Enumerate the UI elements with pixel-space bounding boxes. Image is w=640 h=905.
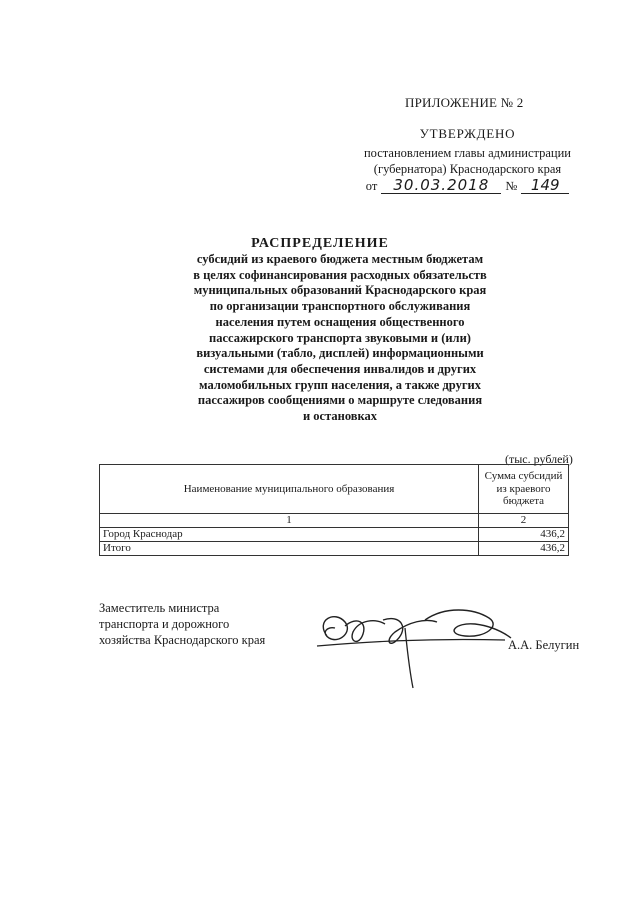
column-number: 1 [100, 514, 479, 528]
date-prefix: от [365, 179, 378, 193]
handwritten-date: 30.03.2018 [381, 178, 501, 194]
signer-position-line: хозяйства Краснодарского края [99, 633, 266, 647]
total-amount: 436,2 [479, 542, 569, 556]
subtitle-line: пассажирского транспорта звуковыми и (или) [209, 330, 471, 345]
subsidy-table [99, 464, 569, 556]
number-prefix: № [505, 179, 518, 193]
header-sum-line: из краевого [496, 482, 551, 495]
total-label: Итого [100, 542, 479, 556]
subtitle-line: субсидий из краевого бюджета местным бюджетам [196, 252, 484, 266]
units-label: (тыс. рублей) [505, 452, 573, 466]
subtitle-line: по организации транспортного обслуживания [209, 299, 471, 314]
subtitle-line: системами для обеспечения инвалидов и других [203, 361, 477, 376]
header-sum-line: бюджета [503, 495, 545, 508]
date-line [340, 178, 595, 194]
subtitle-line: маломобильных групп населения, а также других [199, 377, 481, 392]
signer-position-line: Заместитель министра [99, 601, 220, 615]
signer-position-line: транспорта и дорожного [99, 617, 230, 631]
approval-block [340, 126, 595, 194]
document-title: РАСПРЕДЕЛЕНИЕ [251, 236, 389, 251]
table-header-row [100, 465, 569, 514]
header-sum-line: Сумма субсидий [484, 470, 563, 483]
subtitle-line: визуальными (табло, дисплей) информационными [196, 346, 484, 361]
municipality-name: Город Краснодар [100, 528, 479, 542]
subtitle-line: и остановках [302, 409, 378, 424]
signer-name: А.А. Белугин [508, 638, 580, 652]
table-row-total [100, 542, 569, 556]
table-row [100, 528, 569, 542]
subsidy-amount: 436,2 [479, 528, 569, 542]
column-number: 2 [479, 514, 569, 528]
approved-title: УТВЕРЖДЕНО [419, 126, 516, 141]
header-sum-cell [479, 465, 569, 514]
approved-line-2: (губернатора) Краснодарского края [373, 162, 562, 176]
document-subtitle [160, 252, 520, 425]
handwritten-signature [305, 598, 515, 693]
subtitle-line: муниципальных образований Краснодарского края [193, 283, 487, 298]
approved-line-1: постановлением главы администрации [363, 146, 571, 160]
signer-position [99, 600, 265, 648]
subtitle-line: населения путем оснащения общественного [215, 314, 465, 329]
subtitle-line: пассажиров сообщениями о маршруте следования [197, 393, 483, 408]
appendix-label: ПРИЛОЖЕНИЕ № 2 [405, 95, 524, 110]
handwritten-number: 149 [521, 178, 569, 194]
column-number-row [100, 514, 569, 528]
subtitle-line: в целях софинансирования расходных обязательств [193, 267, 487, 282]
header-name-cell: Наименование муниципального образования [100, 465, 479, 514]
